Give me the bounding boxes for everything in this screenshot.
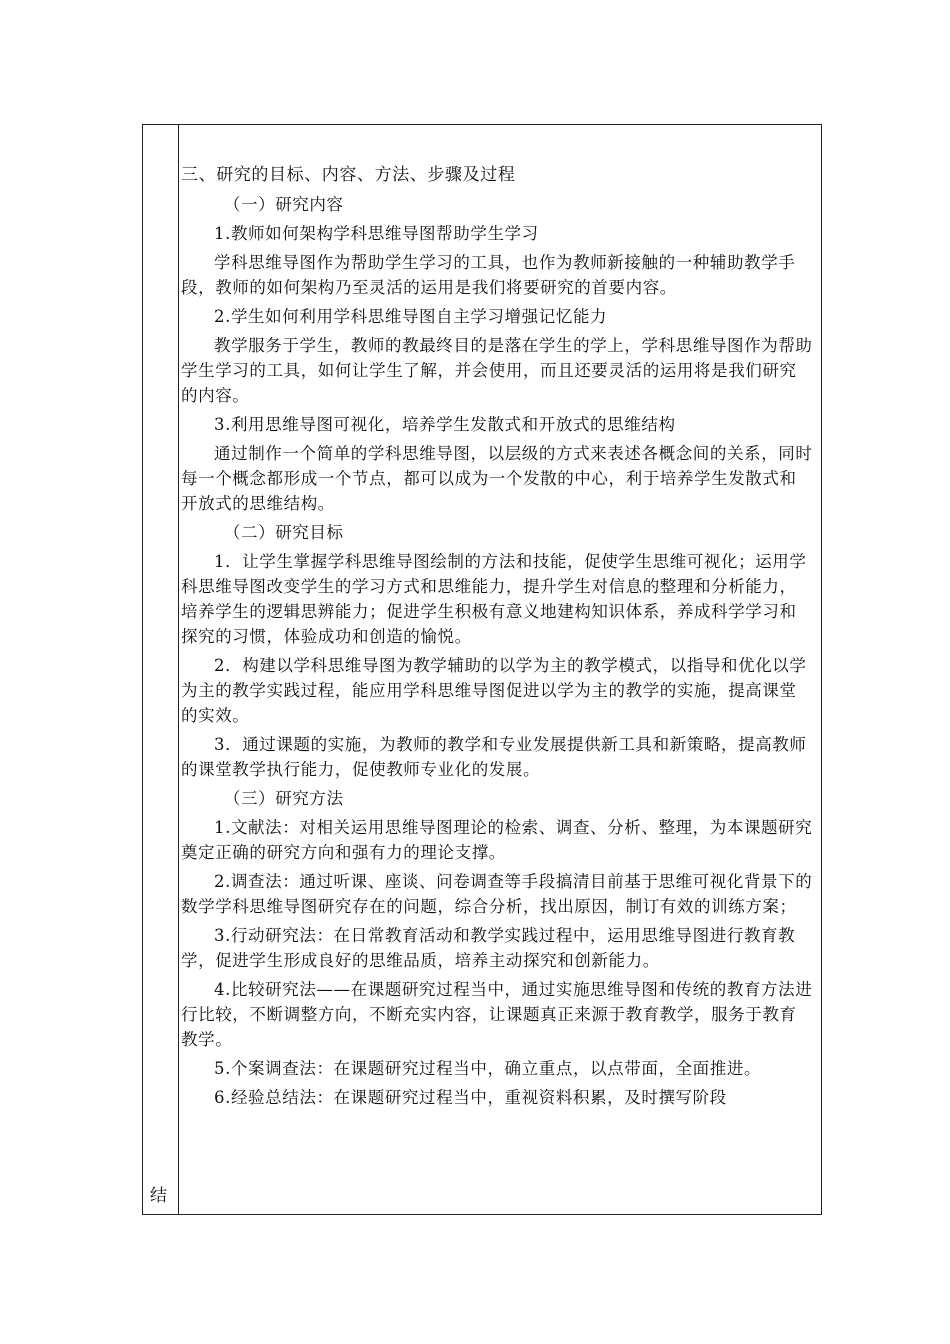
content-item-body: 教学服务于学生，教师的教最终目的是落在学生的学上，学科思维导图作为帮助学生学习的工具，如何让学生了解，并会使用，而且还要灵活的运用将是我们研究的内容。 — [181, 336, 813, 405]
method-paragraph: 2.调查法：通过听课、座谈、问卷调查等手段搞清目前基于思维可视化背景下的数学学科思维导图研究存在的问题，综合分析，找出原因，制订有效的训练方案； — [181, 872, 813, 916]
method-paragraph: 3.行动研究法：在日常教育活动和教学实践过程中，运用思维导图进行教育教学，促进学生形成良好的思维品质，培养主动探究和创新能力。 — [181, 926, 796, 970]
content-item-body: 学科思维导图作为帮助学生学习的工具，也作为教师新接触的一种辅助教学手段，教师的如何架构乃至灵活的运用是我们将要研究的首要内容。 — [181, 253, 796, 297]
label-column — [143, 125, 179, 1214]
content-item-title: 1.教师如何架构学科思维导图帮助学生学习 — [214, 224, 539, 243]
content-heading: （一）研究内容 — [223, 195, 344, 214]
section-title: 三、研究的目标、内容、方法、步骤及过程 — [181, 165, 516, 185]
method-paragraph: 5.个案调查法：在课题研究过程当中，确立重点，以点带面，全面推进。 — [214, 1059, 762, 1078]
content-item-title: 2.学生如何利用学科思维导图自主学习增强记忆能力 — [214, 307, 608, 326]
method-paragraph: 1.文献法：对相关运用思维导图理论的检索、调查、分析、整理，为本课题研究奠定正确的研究方向和强有力的理论支撑。 — [181, 818, 813, 862]
content-item-body: 通过制作一个简单的学科思维导图，以层级的方式来表述各概念间的关系，同时每一个概念都形成一个节点，都可以成为一个发散的中心，利于培养学生发散式和开放式的思维结构。 — [181, 444, 813, 513]
side-label: 结 — [150, 1186, 167, 1206]
method-paragraph: 6.经验总结法：在课题研究过程当中，重视资料积累，及时撰写阶段 — [214, 1088, 727, 1107]
goal-paragraph: 2．构建以学科思维导图为教学辅助的以学为主的教学模式，以指导和优化以学为主的教学实践过程，能应用学科思维导图促进以学为主的教学的实施，提高课堂的实效。 — [181, 656, 807, 725]
content-item-title: 3.利用思维导图可视化，培养学生发散式和开放式的思维结构 — [214, 415, 676, 434]
goal-paragraph: 3．通过课题的实施，为教师的教学和专业发展提供新工具和新策略，提高教师的课堂教学执行能力，促使教师专业化的发展。 — [181, 735, 807, 779]
form-table — [142, 124, 822, 1215]
methods-heading: （三）研究方法 — [223, 789, 344, 808]
goal-paragraph: 1．让学生掌握学科思维导图绘制的方法和技能，促使学生思维可视化；运用学科思维导图改变学生的学习方式和思维能力，提升学生对信息的整理和分析能力，培养学生的逻辑思辨能力；促进学生积极有意义地建构知识体系，养成科学学习和探究的习惯，体验成功和创造的愉悦。 — [181, 552, 807, 646]
content-cell — [181, 163, 813, 1114]
method-paragraph: 4.比较研究法——在课题研究过程当中，通过实施思维导图和传统的教育方法进行比较，不断调整方向，不断充实内容，让课题真正来源于教育教学，服务于教育教学。 — [181, 980, 813, 1049]
goals-heading: （二）研究目标 — [223, 523, 344, 542]
